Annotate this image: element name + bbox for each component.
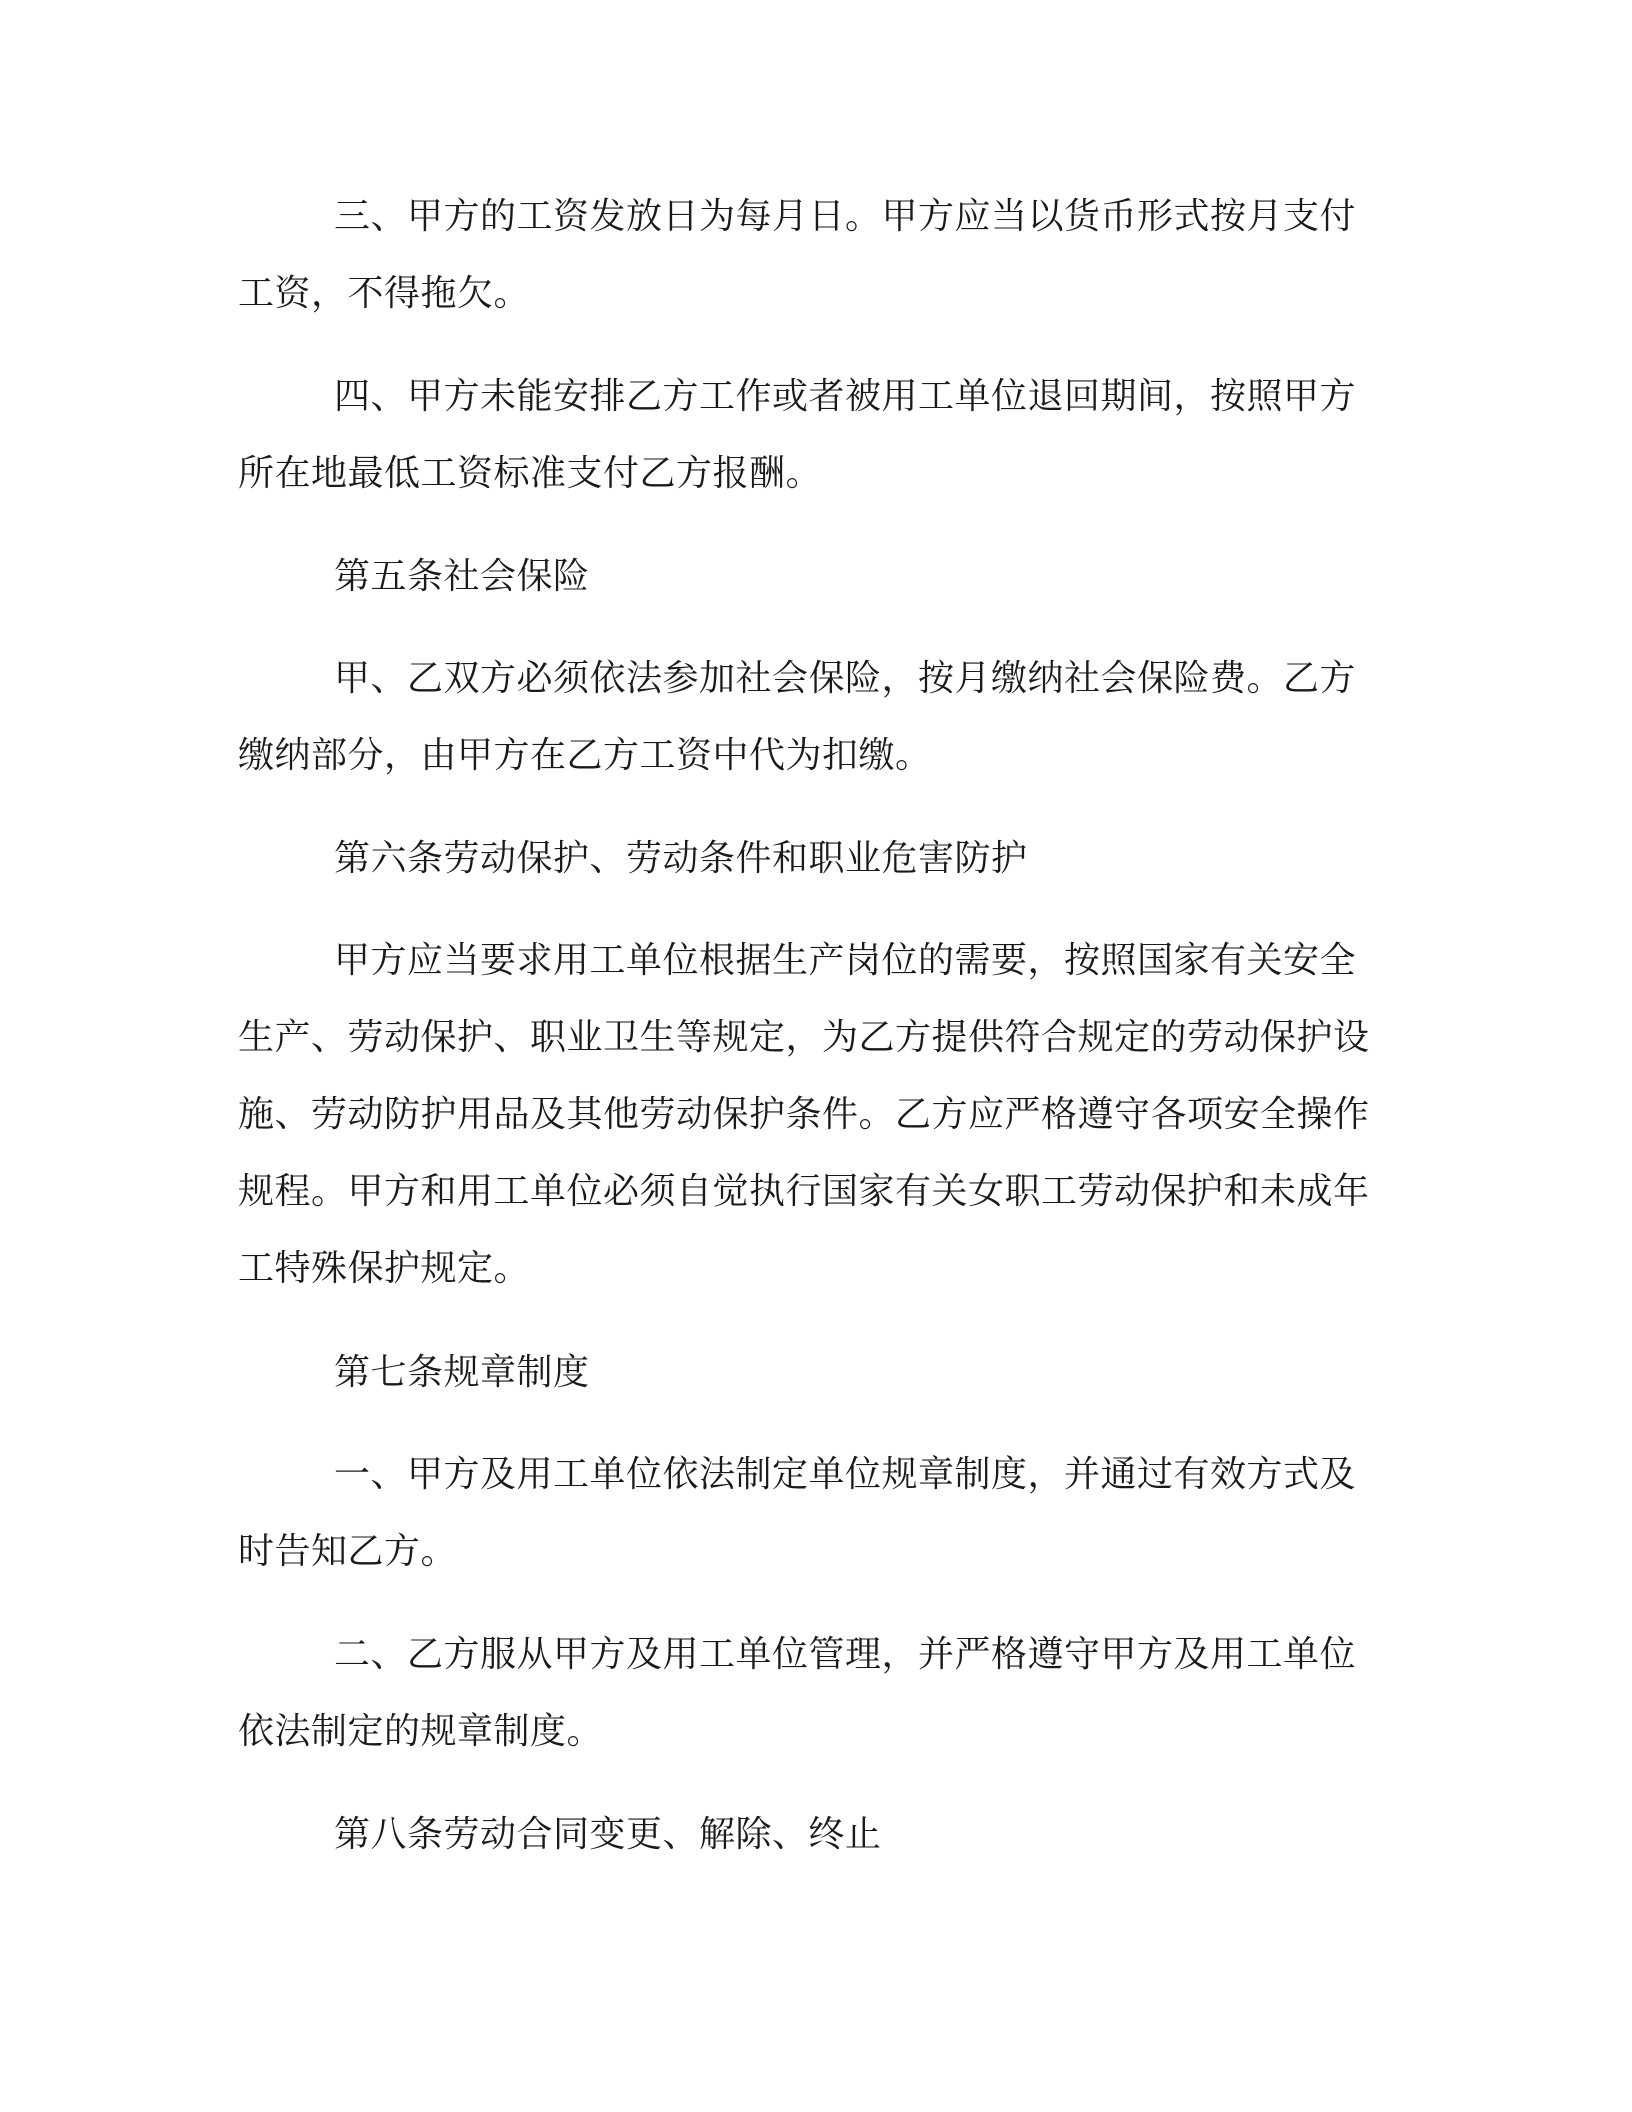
- paragraph-rules-compliance: 二、乙方服从甲方及用工单位管理，并严格遵守甲方及用工单位依法制定的规章制度。: [238, 1634, 1357, 1752]
- paragraph-wage-payment-day: 三、甲方的工资发放日为每月日。甲方应当以货币形式按月支付工资，不得拖欠。: [238, 196, 1357, 314]
- paragraph-labor-protection: 甲方应当要求用工单位根据生产岗位的需要，按照国家有关安全生产、劳动保护、职业卫生等规定，为乙方提供符合规定的劳动保护设施、劳动防护用品及其他劳动保护条件。乙方应严格遵守各项安全操作规程。甲方和用工单位必须自觉执行国家有关女职工劳动保护和未成年工特殊保护规定。: [238, 940, 1370, 1289]
- heading-article-8-contract-changes: 第八条劳动合同变更、解除、终止: [334, 1814, 882, 1855]
- paragraph-unassigned-period-pay: 四、甲方未能安排乙方工作或者被用工单位退回期间，按照甲方所在地最低工资标准支付乙方报酬。: [238, 376, 1357, 494]
- paragraph-rules-notification: 一、甲方及用工单位依法制定单位规章制度，并通过有效方式及时告知乙方。: [238, 1454, 1357, 1572]
- paragraph-social-insurance: 甲、乙双方必须依法参加社会保险，按月缴纳社会保险费。乙方缴纳部分，由甲方在乙方工资中代为扣缴。: [238, 658, 1357, 776]
- heading-article-6-labor-protection: 第六条劳动保护、劳动条件和职业危害防护: [334, 838, 1028, 879]
- heading-article-5-social-insurance: 第五条社会保险: [334, 556, 590, 597]
- heading-article-7-rules: 第七条规章制度: [334, 1352, 590, 1393]
